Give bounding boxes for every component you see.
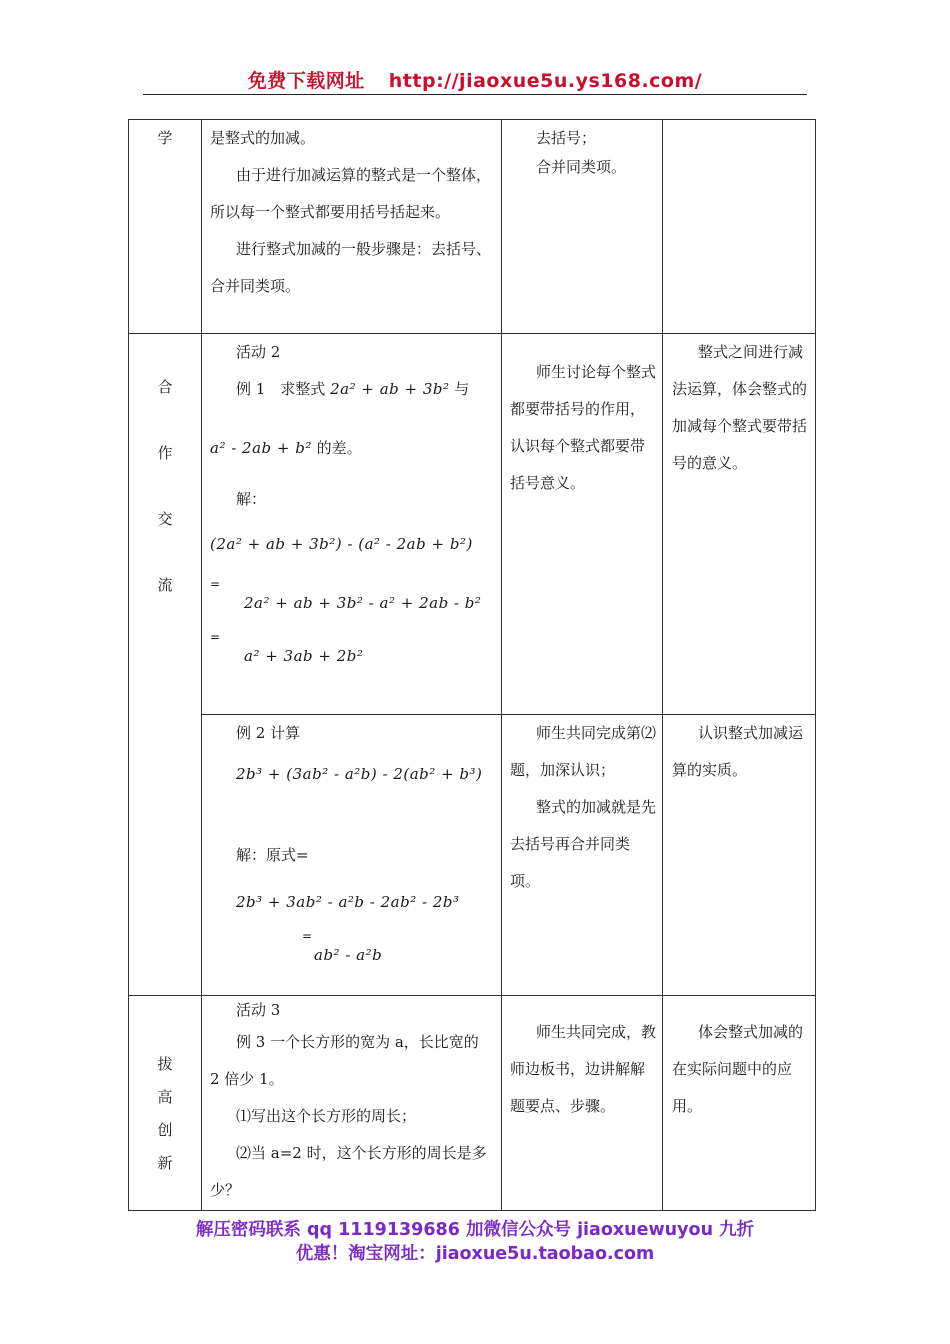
- intent-text: 认识整式加减运算的实质。: [672, 724, 804, 779]
- example-line: [210, 371, 493, 408]
- content-cell: [202, 715, 502, 996]
- table-row: [129, 120, 816, 334]
- math-expression: a² + 3ab + 2b²: [244, 647, 364, 665]
- stage-char: 拔: [157, 1055, 173, 1073]
- intent-text: 体会整式加减的在实际问题中的应用。: [672, 1023, 804, 1115]
- stage-label-vertical: [129, 334, 201, 618]
- page-header: [0, 66, 950, 93]
- example-expression: [210, 756, 493, 793]
- example-connector: 与: [454, 380, 470, 398]
- intent-cell: [663, 715, 816, 996]
- stage-char: 作: [157, 444, 173, 462]
- content-cell: [202, 334, 502, 715]
- math-expression: a² - 2ab + b²: [210, 439, 312, 457]
- teacher-cell: [502, 334, 663, 715]
- lesson-table: [128, 119, 816, 1211]
- table-row: [129, 715, 816, 996]
- stage-cell: [129, 996, 202, 1211]
- math-expression: 2a² + ab + 3b² - a² + 2ab - b²: [244, 594, 482, 612]
- page-footer: [0, 1218, 950, 1266]
- header-url[interactable]: http://jiaoxue5u.ys168.com/: [388, 70, 703, 92]
- problem-line: 例 3 一个长方形的宽为 a，长比宽的 2 倍少 1。: [210, 1033, 479, 1088]
- solution-step: [314, 937, 493, 974]
- equals-sign: =: [302, 929, 313, 943]
- teacher-cell: [502, 996, 663, 1211]
- solution-step: [244, 638, 493, 675]
- header-title: 免费下载网址: [247, 70, 365, 92]
- teacher-text: 整式的加减就是先去括号再合并同类项。: [510, 798, 657, 890]
- intent-text: 整式之间进行减法运算，体会整式的加减每个整式要带括号的意义。: [672, 343, 808, 472]
- content-cell: [202, 120, 502, 334]
- problem-line: ⑴写出这个长方形的周长；: [236, 1107, 417, 1125]
- stage-label-vertical: [129, 996, 201, 1180]
- solution-step: [210, 526, 493, 563]
- activity-line: 去括号；: [536, 129, 597, 147]
- stage-char: 新: [157, 1154, 173, 1172]
- math-expression: 2b³ + (3ab² - a²b) - 2(ab² + b³): [236, 765, 483, 783]
- solution-step: [244, 585, 493, 622]
- header-divider: [143, 94, 807, 95]
- teacher-text: 师生共同完成第⑵题，加深认识；: [510, 724, 657, 779]
- footer-line: 优惠！淘宝网址：jiaoxue5u.taobao.com: [295, 1244, 655, 1264]
- math-expression: (2a² + ab + 3b²) - (a² - 2ab + b²): [210, 535, 473, 553]
- footer-line: 解压密码联系 qq 1119139686 加微信公众号 jiaoxuewuyou 九折: [195, 1220, 755, 1240]
- solution-step: [210, 884, 493, 921]
- teacher-cell: [502, 715, 663, 996]
- content-cell: [202, 996, 502, 1211]
- stage-char: 流: [157, 576, 173, 594]
- solution-label: 解：: [236, 490, 267, 508]
- stage-char: 交: [157, 510, 173, 528]
- stage-char: 合: [157, 378, 173, 396]
- problem-line: ⑵当 a=2 时，这个长方形的周长是多少？: [210, 1144, 487, 1199]
- intent-cell: [663, 120, 816, 334]
- equals-sign: =: [210, 577, 221, 591]
- stage-cell: [129, 120, 202, 334]
- example-label: 例 1 求整式: [236, 380, 326, 398]
- stage-char: 高: [157, 1088, 173, 1106]
- teacher-text: 师生共同完成，教师边板书，边讲解解题要点、步骤。: [510, 1023, 657, 1115]
- solution-label: 解：原式=: [236, 846, 309, 864]
- activity-title: 活动 2: [236, 343, 281, 361]
- stage-char: 创: [157, 1121, 173, 1139]
- table-row: [129, 996, 816, 1211]
- math-expression: 2b³ + 3ab² - a²b - 2ab² - 2b³: [236, 893, 460, 911]
- example-line: [210, 430, 493, 467]
- content-line: 是整式的加减。: [210, 129, 316, 147]
- activity-title: 活动 3: [236, 1001, 281, 1019]
- math-expression: 2a² + ab + 3b²: [330, 380, 450, 398]
- teacher-text: 师生讨论每个整式都要带括号的作用，认识每个整式都要带括号意义。: [510, 363, 657, 492]
- content-paragraph: 由于进行加减运算的整式是一个整体，所以每一个整式都要用括号括起来。: [210, 166, 492, 221]
- stage-cell: [129, 334, 202, 996]
- intent-cell: [663, 996, 816, 1211]
- equals-sign: =: [210, 630, 221, 644]
- activity-line: 合并同类项。: [536, 158, 627, 176]
- stage-label: 学: [157, 129, 173, 147]
- example-tail: 的差。: [316, 439, 362, 457]
- math-expression: ab² - a²b: [314, 946, 383, 964]
- example-title: 例 2 计算: [236, 724, 301, 742]
- intent-cell: [663, 334, 816, 715]
- teacher-cell: [502, 120, 663, 334]
- content-paragraph: 进行整式加减的一般步骤是：去括号、合并同类项。: [210, 240, 492, 295]
- table-row: [129, 334, 816, 715]
